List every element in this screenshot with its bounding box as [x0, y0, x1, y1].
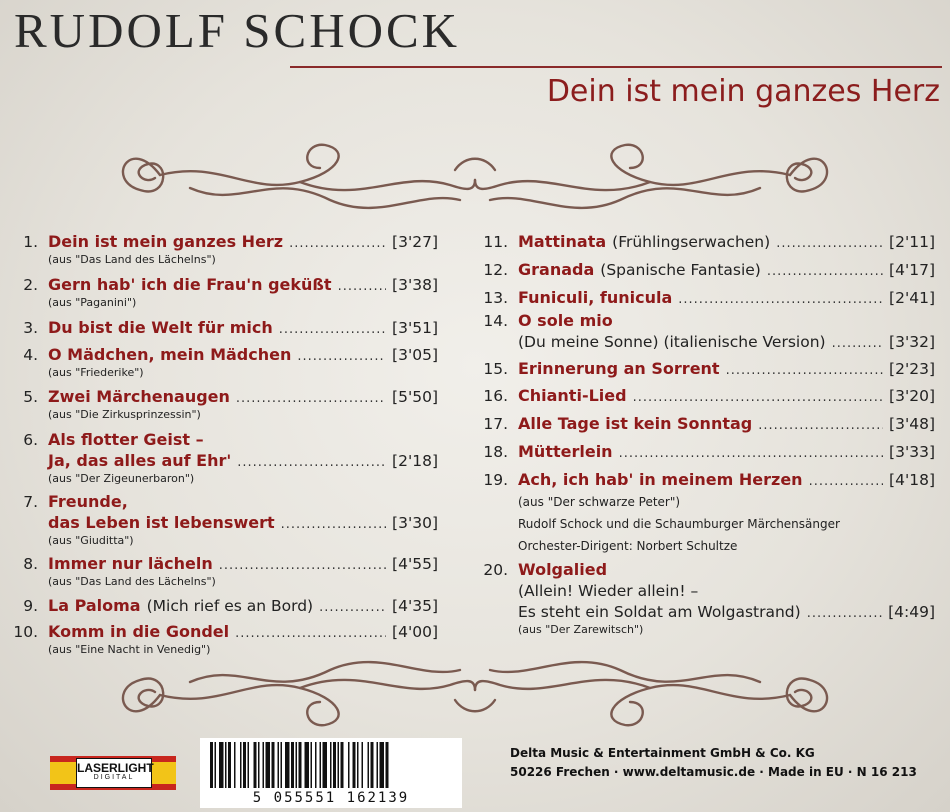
track-title: La Paloma	[48, 596, 141, 615]
track-title: Dein ist mein ganzes Herz	[48, 232, 284, 251]
track-title: Komm in die Gondel	[48, 622, 230, 641]
track-source: (aus "Die Zirkusprinzessin")	[48, 408, 201, 421]
track-subtitle: (Frühlingserwachen)	[612, 233, 771, 251]
track-list-right	[470, 232, 935, 652]
track-duration: [4'00]	[392, 623, 438, 641]
leader-dots	[758, 416, 883, 436]
track-number: 4.	[23, 346, 38, 364]
track-source: (aus "Der schwarze Peter")	[518, 495, 681, 509]
track-source: (aus "Der Zigeunerbaron")	[48, 472, 195, 485]
barcode-number: 5 055551 162139	[252, 790, 410, 806]
track-source: (aus "Eine Nacht in Venedig")	[48, 643, 211, 656]
track-duration: [4'18]	[889, 471, 935, 489]
track-source: (aus "Paganini")	[48, 296, 137, 309]
leader-dots	[767, 262, 883, 282]
track-duration: [3'20]	[889, 387, 935, 405]
track-title: Wolgalied	[518, 560, 608, 579]
track-number: 6.	[23, 431, 38, 449]
track-source: (aus "Friederike")	[48, 366, 144, 379]
track-number: 18.	[483, 443, 508, 461]
label-company: Delta Music & Entertainment GmbH & Co. KG	[510, 746, 815, 760]
track-title-line2: das Leben ist lebenswert	[48, 513, 275, 532]
track-title-line2: Ja, das alles auf Ehr'	[48, 451, 232, 470]
track-title: Immer nur lächeln	[48, 554, 213, 573]
track-source: (aus "Der Zarewitsch")	[518, 623, 644, 636]
label-info	[510, 744, 917, 782]
track-number: 19.	[483, 471, 508, 489]
leader-dots	[319, 598, 386, 618]
track-number: 14.	[483, 312, 508, 330]
leader-dots	[235, 624, 386, 644]
track-number: 13.	[483, 289, 508, 307]
track-title: Ach, ich hab' in meinem Herzen	[518, 470, 803, 489]
leader-dots	[279, 320, 386, 340]
track-source: (aus "Giuditta")	[48, 534, 134, 547]
leader-dots	[807, 604, 882, 624]
track-subtitle: (Allein! Wieder allein! –	[518, 582, 699, 600]
track-number: 1.	[23, 233, 38, 251]
track-duration: [2'11]	[889, 233, 935, 251]
track-duration: [3'48]	[889, 415, 935, 433]
track-duration: [5'50]	[392, 388, 438, 406]
track-number: 11.	[483, 233, 508, 251]
leader-dots	[236, 389, 386, 409]
leader-dots	[809, 472, 883, 492]
track-duration: [3'05]	[392, 346, 438, 364]
track-title: Zwei Märchenaugen	[48, 387, 230, 406]
track-list-left	[0, 232, 438, 662]
track-number: 15.	[483, 360, 508, 378]
leader-dots	[678, 290, 883, 310]
leader-dots	[281, 515, 386, 535]
track-subtitle: (Mich rief es an Bord)	[146, 597, 314, 615]
top-ornament	[100, 130, 850, 220]
track-title: Erinnerung an Sorrent	[518, 359, 720, 378]
track-subtitle-line2: Es steht ein Soldat am Wolgastrand)	[518, 603, 801, 621]
track-number: 2.	[23, 276, 38, 294]
track-title: O Mädchen, mein Mädchen	[48, 345, 292, 364]
track-title: Als flotter Geist –	[48, 430, 204, 449]
barcode-bars	[210, 742, 452, 788]
label-address: 50226 Frechen · www.deltamusic.de · Made in EU · N 16 213	[510, 765, 917, 779]
bottom-ornament	[100, 650, 850, 740]
track-duration: [2'41]	[889, 289, 935, 307]
track-title: Du bist die Welt für mich	[48, 318, 273, 337]
logo-name: LASERLIGHT	[77, 761, 154, 775]
track-duration: [2'23]	[889, 360, 935, 378]
track-title: Funiculi, funicula	[518, 288, 673, 307]
leader-dots	[237, 453, 386, 473]
track-duration: [3'27]	[392, 233, 438, 251]
track-subtitle: (Spanische Fantasie)	[600, 261, 761, 279]
leader-dots	[338, 277, 386, 297]
track-duration: [3'33]	[889, 443, 935, 461]
track-duration: [3'30]	[392, 514, 438, 532]
track-duration: [4'17]	[889, 261, 935, 279]
track-duration: [4'35]	[392, 597, 438, 615]
track-subtitle: (Du meine Sonne) (italienische Version)	[518, 333, 826, 351]
track-source: (aus "Das Land des Lächelns")	[48, 575, 216, 588]
track-title: Chianti-Lied	[518, 386, 627, 405]
track-title: Mattinata	[518, 232, 607, 251]
track-number: 7.	[23, 493, 38, 511]
title-rule	[290, 66, 942, 68]
track-duration: [2'18]	[392, 452, 438, 470]
album-title: Dein ist mein ganzes Herz	[546, 74, 940, 109]
track-title: Gern hab' ich die Frau'n geküßt	[48, 275, 332, 294]
track-source: (aus "Das Land des Lächelns")	[48, 253, 216, 266]
track-title: Granada	[518, 260, 595, 279]
track-number: 9.	[23, 597, 38, 615]
track-title: Alle Tage ist kein Sonntag	[518, 414, 753, 433]
leader-dots	[776, 234, 883, 254]
track-number: 10.	[13, 623, 38, 641]
track-number: 20.	[483, 561, 508, 579]
leader-dots	[619, 444, 883, 464]
leader-dots	[297, 347, 386, 367]
track-title: Mütterlein	[518, 442, 613, 461]
leader-dots	[219, 556, 386, 576]
leader-dots	[832, 334, 883, 354]
leader-dots	[289, 234, 386, 254]
track-duration: [4'55]	[392, 555, 438, 573]
track-duration: [3'38]	[392, 276, 438, 294]
track-title: O sole mio	[518, 311, 613, 330]
track-duration: [3'51]	[392, 319, 438, 337]
track-duration: [4:49]	[888, 603, 935, 621]
leader-dots	[726, 361, 883, 381]
track-number: 3.	[23, 319, 38, 337]
track-conductor: Orchester-Dirigent: Norbert Schultze	[518, 539, 738, 553]
track-title: Freunde,	[48, 492, 128, 511]
track-number: 16.	[483, 387, 508, 405]
artist-name: RUDOLF SCHOCK	[14, 3, 461, 58]
track-credit: Rudolf Schock und die Schaumburger Märchensänger	[518, 517, 840, 531]
laserlight-logo	[50, 756, 176, 796]
track-number: 17.	[483, 415, 508, 433]
leader-dots	[633, 388, 883, 408]
track-number: 12.	[483, 261, 508, 279]
track-duration: [3'32]	[889, 333, 935, 351]
track-number: 5.	[23, 388, 38, 406]
logo-sub: DIGITAL	[93, 774, 135, 781]
barcode	[200, 738, 462, 808]
track-number: 8.	[23, 555, 38, 573]
